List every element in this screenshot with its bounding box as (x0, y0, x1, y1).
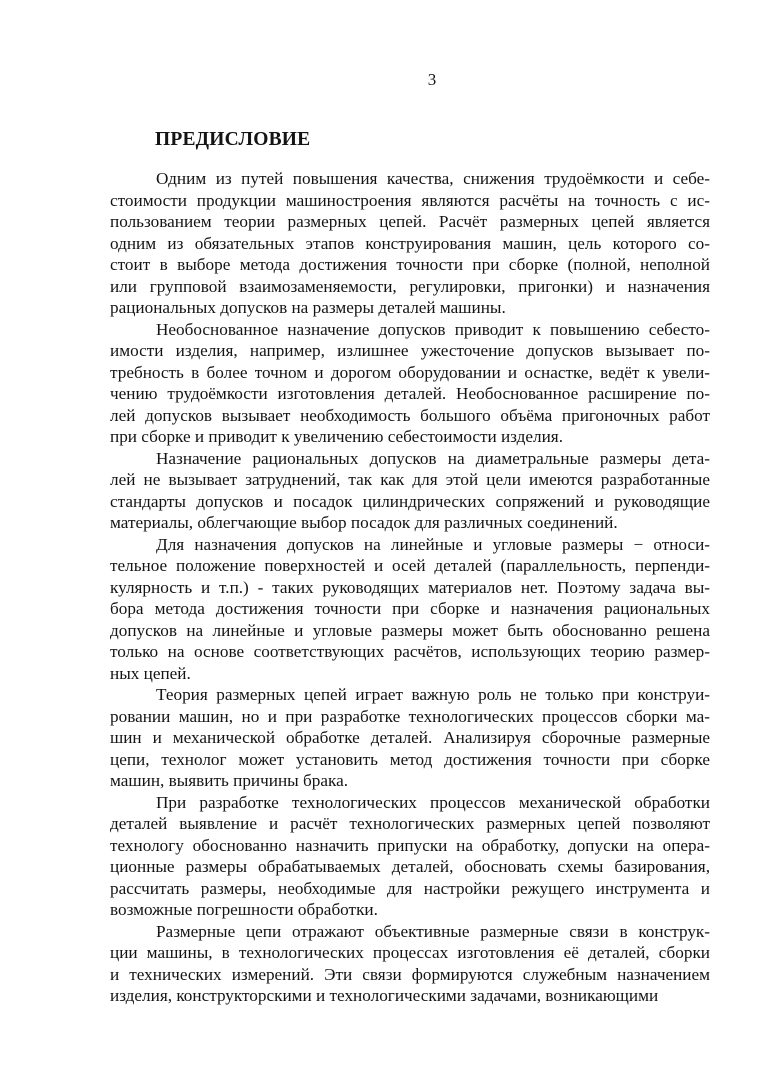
paragraph-line: машин, выявить причины брака. (110, 771, 348, 790)
paragraph (110, 319, 710, 448)
paragraph-line: одним из обязательных этапов конструирования машин, цель которого со- (110, 233, 710, 253)
paragraph-line: рациональных допусков на размеры деталей машины. (110, 298, 506, 317)
paragraph-line: Для назначения допусков на линейные и угловые размеры − относи- (156, 534, 710, 554)
paragraph-line: лей не вызывает затруднений, так как для этой цели имеются разработанные (110, 470, 710, 489)
paragraph-line: ции машины, в технологических процессах изготовления её деталей, сборки (110, 943, 710, 962)
section-heading: ПРЕДИСЛОВИЕ (155, 129, 311, 150)
paragraph-line: ровании машин, но и при разработке технологических процессов сборки ма- (110, 706, 710, 726)
paragraph-line: При разработке технологических процессов механической обработки (156, 792, 710, 812)
paragraph-line: тельное положение поверхностей и осей деталей (параллельность, перпенди- (110, 556, 710, 575)
paragraph-line: бора метода достижения точности при сборке и назначения рациональных (110, 599, 710, 618)
paragraph-line: кулярность и т.п.) - таких руководящих материалов нет. Поэтому задача вы- (110, 577, 710, 597)
paragraph-line: технологу обоснованно назначить припуски на обработку, допуски на опера- (110, 835, 710, 855)
paragraph-line: ционные размеры обрабатываемых деталей, обосновать схемы базирования, (110, 857, 710, 876)
paragraph-line: Теория размерных цепей играет важную роль не только при конструи- (156, 685, 710, 704)
body-text (110, 168, 710, 1007)
paragraph-line: имости изделия, например, излишнее ужесточение допусков вызывает по- (110, 341, 710, 360)
page-number: 3 (427, 70, 437, 89)
paragraph-line: возможные погрешности обработки. (110, 900, 378, 919)
paragraph-line: материалы, облегчающие выбор посадок для различных соединений. (110, 513, 618, 532)
paragraph-line: деталей выявление и расчёт технологических размерных цепей позволяют (110, 814, 710, 833)
paragraph (110, 448, 710, 534)
paragraph-line: стоимости продукции машиностроения являются расчёты на точность с ис- (110, 190, 710, 210)
paragraph-line: только на основе соответствующих расчётов, использующих теорию размер- (110, 642, 710, 661)
paragraph (110, 684, 710, 792)
paragraph-line: Назначение рациональных допусков на диаметральные размеры дета- (156, 448, 710, 468)
paragraph-line: Одним из путей повышения качества, снижения трудоёмкости и себе- (156, 169, 710, 188)
paragraph (110, 792, 710, 921)
paragraph-line: пользованием теории размерных цепей. Расчёт размерных цепей является (110, 212, 710, 231)
paragraph-line: допусков на линейные и угловые размеры может быть обоснованно решена (110, 620, 710, 640)
paragraph-line: лей допусков вызывает необходимость большого объёма пригоночных работ (110, 405, 710, 425)
paragraph-line: при сборке и приводит к увеличению себестоимости изделия. (110, 427, 564, 446)
paragraph-line: изделия, конструкторскими и технологическими задачами, возникающими (110, 986, 659, 1005)
paragraph-line: цепи, технолог может установить метод достижения точности при сборке (110, 749, 710, 769)
paragraph-line: чению трудоёмкости изготовления деталей. Необоснованное расширение по- (110, 384, 710, 403)
paragraph-line: или групповой взаимозаменяемости, регулировки, пригонки) и назначения (110, 276, 710, 296)
paragraph-line: рассчитать размеры, необходимые для настройки режущего инструмента и (110, 878, 710, 898)
paragraph (110, 168, 710, 319)
paragraph-line: стоит в выборе метода достижения точности при сборке (полной, неполной (110, 255, 710, 274)
paragraph-line: требность в более точном и дорогом оборудовании и оснастке, ведёт к увели- (110, 362, 710, 382)
paragraph-line: шин и механической обработке деталей. Анализируя сборочные размерные (110, 728, 710, 747)
paragraph-line: Размерные цепи отражают объективные размерные связи в конструк- (156, 921, 710, 941)
paragraph (110, 921, 710, 1007)
paragraph (110, 534, 710, 685)
paragraph-line: ных цепей. (110, 663, 191, 683)
paragraph-line: стандарты допусков и посадок цилиндрических сопряжений и руководящие (110, 491, 710, 511)
paragraph-line: Необоснованное назначение допусков приводит к повышению себесто- (156, 319, 710, 339)
paragraph-line: и технических измерений. Эти связи формируются служебным назначением (110, 964, 710, 984)
